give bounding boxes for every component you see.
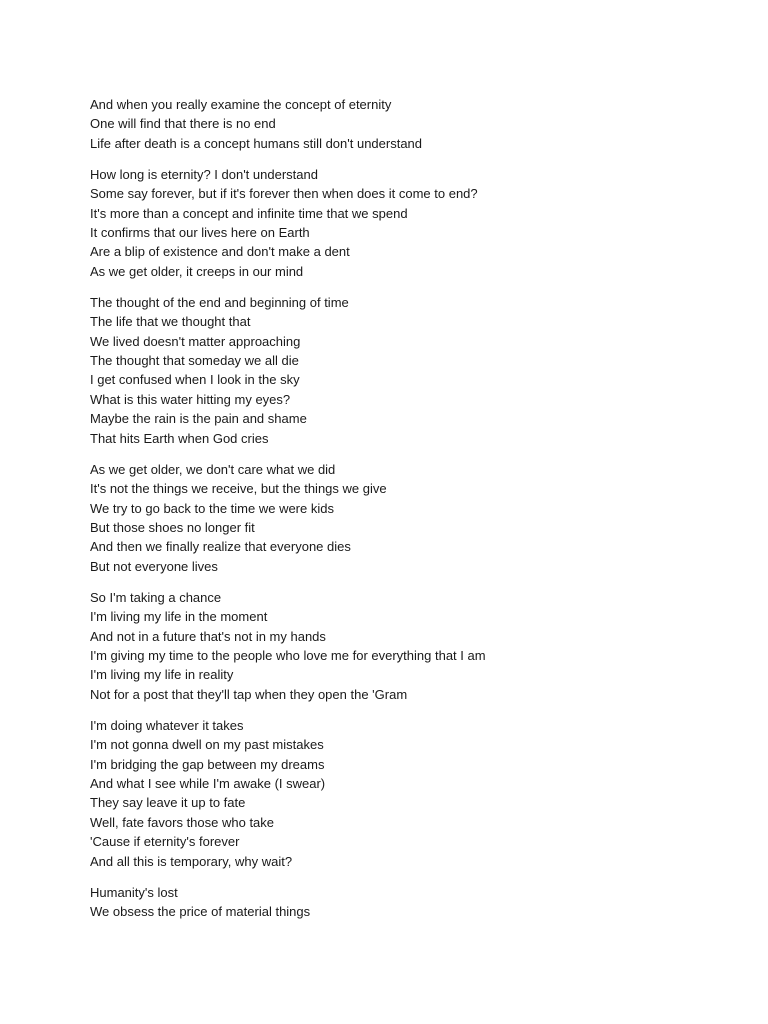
stanza: [90, 588, 730, 704]
poem-line: One will find that there is no end: [90, 116, 276, 132]
stanza: [90, 716, 730, 871]
poem-line: As we get older, it creeps in our mind: [90, 263, 304, 279]
poem-line: But those shoes no longer fit: [90, 519, 255, 535]
poem-line: And when you really examine the concept of eternity: [90, 97, 392, 112]
poem-line: As we get older, we don't care what we did: [90, 461, 336, 477]
poem-line: I'm doing whatever it takes: [90, 717, 244, 733]
poem-line: The thought of the end and beginning of time: [90, 294, 349, 310]
poem-line: The life that we thought that: [90, 314, 251, 330]
poem-line: Not for a post that they'll tap when they open the 'Gram: [90, 686, 408, 702]
poem-line: I'm living my life in reality: [90, 667, 234, 683]
poem-line: Life after death is a concept humans still don't understand: [90, 135, 423, 151]
stanza: [90, 165, 730, 281]
poem-line: And what I see while I'm awake (I swear): [90, 775, 326, 791]
poem-line: Humanity's lost: [90, 884, 178, 900]
poem-text: [90, 95, 730, 933]
poem-line: I'm bridging the gap between my dreams: [90, 756, 325, 772]
poem-line: And all this is temporary, why wait?: [90, 853, 293, 869]
poem-line: I'm giving my time to the people who love me for everything that I am: [90, 647, 486, 663]
poem-line: And not in a future that's not in my hands: [90, 628, 326, 644]
poem-line: How long is eternity? I don't understand: [90, 166, 318, 182]
stanza: [90, 293, 730, 448]
poem-line: That hits Earth when God cries: [90, 430, 269, 446]
poem-line: I get confused when I look in the sky: [90, 372, 300, 388]
poem-line: 'Cause if eternity's forever: [90, 834, 240, 850]
stanza: [90, 95, 730, 153]
poem-line: Well, fate favors those who take: [90, 814, 275, 830]
poem-line: Some say forever, but if it's forever then when does it come to end?: [90, 186, 478, 202]
poem-line: I'm not gonna dwell on my past mistakes: [90, 737, 324, 753]
stanza: [90, 883, 730, 922]
poem-line: The thought that someday we all die: [90, 353, 299, 369]
poem-line: It confirms that our lives here on Earth: [90, 225, 310, 241]
poem-line: But not everyone lives: [90, 558, 218, 574]
poem-line: So I'm taking a chance: [90, 589, 222, 605]
poem-line: I'm living my life in the moment: [90, 609, 268, 625]
poem-line: It's not the things we receive, but the things we give: [90, 481, 387, 497]
poem-line: We try to go back to the time we were kids: [90, 500, 334, 516]
poem-line: They say leave it up to fate: [90, 795, 246, 811]
poem-line: What is this water hitting my eyes?: [90, 391, 291, 407]
poem-line: And then we finally realize that everyone dies: [90, 539, 351, 555]
stanza: [90, 460, 730, 576]
poem-line: Are a blip of existence and don't make a dent: [90, 244, 350, 260]
poem-line: We obsess the price of material things: [90, 904, 311, 919]
poem-line: We lived doesn't matter approaching: [90, 333, 301, 349]
poem-line: It's more than a concept and infinite time that we spend: [90, 205, 408, 221]
poem-line: Maybe the rain is the pain and shame: [90, 411, 307, 427]
